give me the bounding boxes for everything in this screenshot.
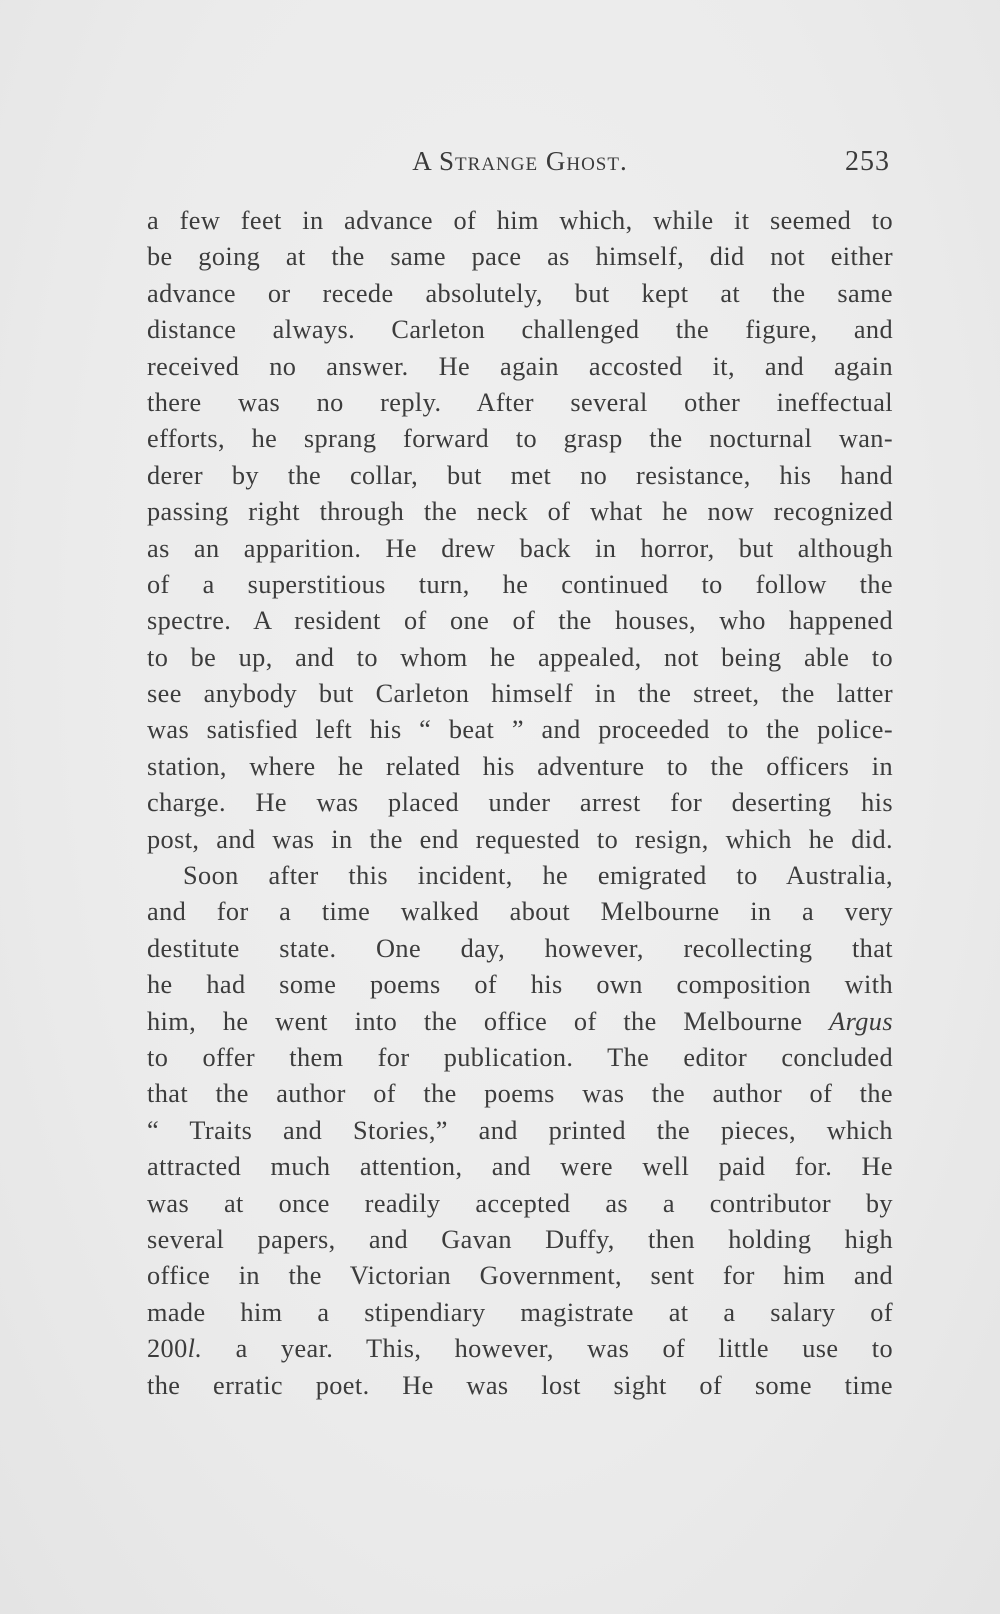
text-line: passing right through the neck of what he now recognized (147, 497, 893, 527)
paragraph-start-line: Soon after this incident, he emigrated to Australia, (183, 861, 893, 891)
text-line: post, and was in the end requested to resign, which he did. (147, 824, 893, 854)
text-fragment: him, he went into the office of the Melbourne (147, 1006, 803, 1036)
text-line: destitute state. One day, however, recollecting that (147, 933, 893, 963)
text-line: charge. He was placed under arrest for deserting his (147, 788, 893, 818)
text-line: to offer them for publication. The editor concluded (147, 1042, 893, 1072)
text-line: office in the Victorian Government, sent for him and (147, 1261, 893, 1291)
text-line: advance or recede absolutely, but kept at the same (147, 278, 893, 308)
text-line: and for a time walked about Melbourne in a very (147, 897, 893, 927)
money-number: 200 (147, 1334, 188, 1364)
text-line: efforts, he sprang forward to grasp the nocturnal wan- (147, 424, 893, 454)
text-line: derer by the collar, but met no resistance, his hand (147, 460, 893, 490)
text-line: received no answer. He again accosted it, and again (147, 351, 893, 381)
page-number: 253 (845, 146, 890, 177)
text-line: the erratic poet. He was lost sight of some time (147, 1370, 893, 1400)
text-line: of a superstitious turn, he continued to follow the (147, 569, 893, 599)
text-fragment: a year. This, however, was of little use to (235, 1334, 893, 1364)
text-line: station, where he related his adventure to the officers in (147, 751, 893, 781)
body-text (147, 203, 893, 1404)
text-line: distance always. Carleton challenged the figure, and (147, 315, 893, 345)
text-line: “ Traits and Stories,” and printed the pieces, which (147, 1115, 893, 1145)
running-head (150, 146, 890, 186)
money-unit: l. (187, 1334, 203, 1364)
text-line: be going at the same pace as himself, did not either (147, 242, 893, 272)
text-line-with-currency (147, 1331, 893, 1367)
text-line: as an apparition. He drew back in horror, but although (147, 533, 893, 563)
text-line: that the author of the poems was the author of the (147, 1079, 893, 1109)
text-line: to be up, and to whom he appealed, not being able to (147, 642, 893, 672)
italic-word: Argus (829, 1006, 893, 1036)
text-line: he had some poems of his own composition with (147, 970, 893, 1000)
text-line: spectre. A resident of one of the houses, who happened (147, 606, 893, 636)
text-line: there was no reply. After several other ineffectual (147, 387, 893, 417)
money-amount (147, 1334, 202, 1363)
text-line-with-italic (147, 1004, 893, 1040)
text-line: see anybody but Carleton himself in the street, the latter (147, 679, 893, 709)
text-line: made him a stipendiary magistrate at a salary of (147, 1297, 893, 1327)
running-title: A Strange Ghost. (412, 146, 628, 176)
text-line: was at once readily accepted as a contributor by (147, 1188, 893, 1218)
text-line: a few feet in advance of him which, while it seemed to (147, 206, 893, 235)
text-line: attracted much attention, and were well paid for. He (147, 1152, 893, 1182)
text-line: several papers, and Gavan Duffy, then holding high (147, 1224, 893, 1254)
text-line: was satisfied left his “ beat ” and proceeded to the police- (147, 715, 893, 745)
